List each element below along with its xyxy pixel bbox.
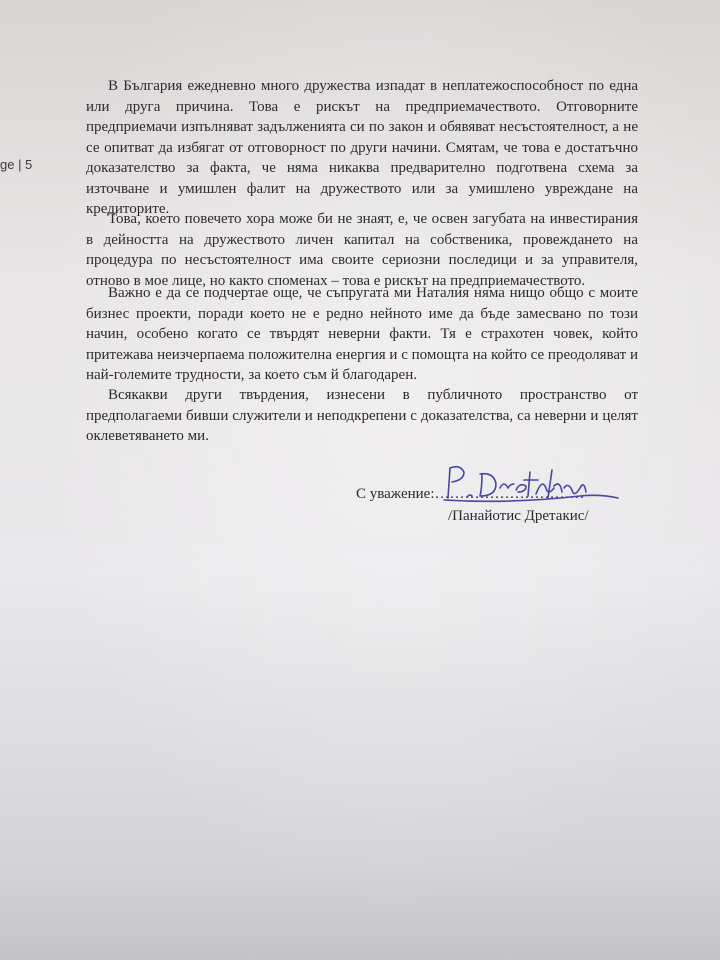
paragraph-4 bbox=[86, 385, 638, 447]
page-number: ge | 5 bbox=[0, 157, 33, 172]
paragraph-3 bbox=[86, 283, 638, 386]
paragraph-2 bbox=[86, 209, 638, 291]
paragraph-3-text: Важно е да се подчертае още, че съпругата ми Наталия няма нищо общо с моите бизнес проекти, поради което не е редно нейното име да бъде замесвано по този начин, особено когато се твърдят неверни факти. Тя е страхотен човек, който притежава неизчерпаема положителна енергия и с помощта на който се преодоляват и най-големите трудности, за което съм й благодарен. bbox=[86, 285, 638, 383]
paragraph-4-text: Всякакви други твърдения, изнесени в публичното пространство от предполагаеми бивши служители и неподкрепени с доказателства, са неверни и целят оклеветяването ми. bbox=[86, 387, 638, 444]
paragraph-1 bbox=[86, 76, 638, 220]
closing-line: С уважение:………………………… bbox=[356, 486, 585, 502]
paragraph-1-text: В България ежедневно много дружества изпадат в неплатежоспособност по една или друга причина. Това е рискът на предприемачеството. Отговорните предприемачи изпълняват задълженията си по закон и обявяват несъстоятелност, а не се опитват да избягат от отговорност по други начини. Смятам, че това е достатъчно доказателство за факта, че няма никаква предварително подготвена схема за източване и умишлен фалит на дружеството или за умишлено увреждане на кредиторите. bbox=[86, 78, 638, 217]
signer-name: /Панайотис Дретакис/ bbox=[448, 508, 589, 524]
paragraph-2-text: Това, което повечето хора може би не знаят, е, че освен загубата на инвестирания в дейността на дружеството личен капитал на собственика, провеждането на процедура по несъстоятелност има своите сериозни последици и за управителя, отново в мое лице, но както споменах – това е рискът на предприемачеството. bbox=[86, 211, 638, 289]
handwritten-signature bbox=[430, 458, 630, 518]
